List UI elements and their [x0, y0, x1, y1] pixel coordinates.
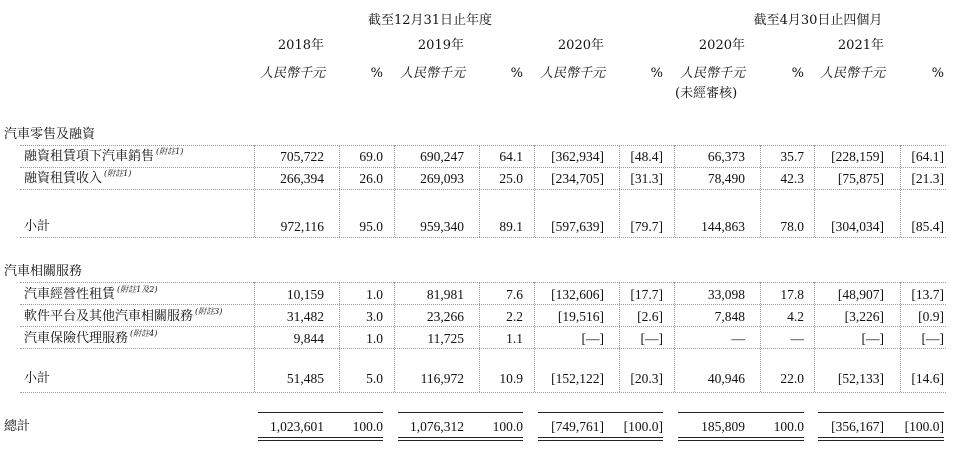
grid-vline — [534, 282, 535, 392]
header-amount-unit-4: 人民幣千元 — [820, 66, 886, 81]
grid-vline — [900, 145, 901, 237]
table-cell: [356,167] — [831, 419, 884, 434]
total-double-underline — [678, 437, 804, 438]
table-cell: [3,226] — [844, 309, 884, 324]
grid-hline — [20, 189, 946, 190]
table-cell: 81,981 — [426, 287, 464, 302]
row-label — [24, 309, 222, 325]
table-cell: 33,098 — [707, 287, 745, 302]
table-cell: [85.4] — [911, 219, 944, 234]
table-cell: [13.7] — [911, 287, 944, 302]
table-cell: 5.0 — [366, 371, 383, 386]
header-period-group: 截至4月30日止四個月 — [753, 13, 883, 28]
table-cell: 40,946 — [707, 371, 745, 386]
table-cell: 7,848 — [714, 309, 745, 324]
header-pct-unit-3: % — [791, 66, 804, 81]
header-year-3: 2020年 — [698, 38, 745, 53]
table-cell: [64.1] — [911, 149, 944, 164]
table-cell: 95.0 — [359, 219, 383, 234]
table-cell: 23,266 — [426, 309, 464, 324]
grid-vline — [339, 145, 340, 237]
grid-vline — [619, 282, 620, 392]
row-label — [24, 219, 50, 234]
table-cell: 100.0 — [773, 419, 804, 434]
grid-vline — [674, 282, 675, 392]
table-cell: [—] — [921, 331, 944, 346]
total-underline — [538, 412, 663, 413]
table-cell: [75,875] — [837, 171, 884, 186]
header-year-1: 2019年 — [417, 38, 464, 53]
footnote-marker: (附註1) — [104, 169, 132, 178]
header-unaudited: (未經審核) — [675, 86, 738, 101]
row-label — [24, 149, 183, 165]
table-cell: [14.6] — [911, 371, 944, 386]
table-cell: [48,907] — [837, 287, 884, 302]
table-cell: [597,639] — [551, 219, 604, 234]
grid-hline — [20, 304, 946, 305]
grid-hline — [20, 326, 946, 327]
table-cell: 78.0 — [780, 219, 804, 234]
table-cell: [20.3] — [630, 371, 663, 386]
table-cell: 269,093 — [420, 171, 464, 186]
table-cell: 35.7 — [780, 149, 804, 164]
table-cell: 266,394 — [280, 171, 324, 186]
table-cell: 66,373 — [707, 149, 745, 164]
grid-vline — [254, 282, 255, 392]
table-cell: [—] — [581, 331, 604, 346]
grid-vline — [479, 145, 480, 237]
header-year-4: 2021年 — [837, 38, 884, 53]
table-cell: [48.4] — [630, 149, 663, 164]
header-pct-unit-2: % — [650, 66, 663, 81]
table-cell: 100.0 — [352, 419, 383, 434]
grid-hline — [20, 145, 946, 146]
table-cell: 26.0 — [359, 171, 383, 186]
table-cell: [79.7] — [630, 219, 663, 234]
table-cell: 2.2 — [506, 309, 523, 324]
table-cell: [17.7] — [630, 287, 663, 302]
table-cell: 1.0 — [366, 287, 383, 302]
table-cell: 1.0 — [366, 331, 383, 346]
row-label — [24, 171, 131, 187]
grid-vline — [760, 145, 761, 237]
total-double-underline — [818, 440, 944, 441]
table-cell: [2.6] — [637, 309, 663, 324]
table-cell: [749,761] — [551, 419, 604, 434]
table-cell: — — [790, 331, 804, 346]
grid-vline — [814, 145, 815, 237]
table-cell: 89.1 — [499, 219, 523, 234]
row-label — [24, 287, 157, 303]
footnote-marker: (附註3) — [195, 307, 223, 316]
grid-vline — [339, 282, 340, 392]
table-cell: 144,863 — [701, 219, 745, 234]
table-cell: 25.0 — [499, 171, 523, 186]
table-cell: [100.0] — [623, 419, 663, 434]
table-cell: [21.3] — [911, 171, 944, 186]
grid-vline — [900, 282, 901, 392]
grid-hline — [20, 282, 946, 283]
header-amount-unit-3: 人民幣千元 — [680, 66, 746, 81]
header-pct-unit-0: % — [370, 66, 383, 81]
table-cell: 1,023,601 — [270, 419, 324, 434]
table-cell: 69.0 — [359, 149, 383, 164]
table-cell: — — [731, 331, 745, 346]
grid-vline — [254, 145, 255, 237]
header-amount-unit-1: 人民幣千元 — [400, 66, 466, 81]
grid-vline — [534, 145, 535, 237]
grid-hline — [20, 348, 946, 349]
table-cell: 100.0 — [492, 419, 523, 434]
grid-hline — [20, 237, 946, 238]
table-cell: 11,725 — [427, 331, 464, 346]
header-year-0: 2018年 — [277, 38, 324, 53]
section-auto-services: 汽車相關服務 — [4, 264, 83, 279]
table-cell: 42.3 — [780, 171, 804, 186]
footnote-marker: (附註4) — [130, 329, 158, 338]
table-cell: 690,247 — [420, 149, 464, 164]
total-double-underline — [398, 437, 523, 438]
table-cell: 22.0 — [780, 371, 804, 386]
row-label-text: 小計 — [24, 371, 51, 386]
row-label-text: 汽車保險代理服務 — [24, 331, 129, 346]
grid-vline — [619, 145, 620, 237]
table-cell: [52,133] — [837, 371, 884, 386]
row-label-text: 融資租賃收入 — [24, 171, 103, 186]
header-pct-unit-4: % — [931, 66, 944, 81]
grid-vline — [394, 282, 395, 392]
footnote-marker: (附註1) — [156, 147, 184, 156]
total-double-underline — [818, 437, 944, 438]
table-cell: [—] — [640, 331, 663, 346]
table-cell: [234,705] — [551, 171, 604, 186]
table-cell: 10,159 — [286, 287, 324, 302]
header-pct-unit-1: % — [510, 66, 523, 81]
total-underline — [258, 412, 383, 413]
row-label-text: 汽車經營性租賃 — [24, 287, 116, 302]
table-cell: 959,340 — [420, 219, 464, 234]
row-label-text: 小計 — [24, 219, 51, 234]
grid-vline — [394, 145, 395, 237]
grid-vline — [760, 282, 761, 392]
table-cell: [31.3] — [630, 171, 663, 186]
table-cell: 3.0 — [366, 309, 383, 324]
grid-vline — [479, 282, 480, 392]
total-underline — [678, 412, 804, 413]
row-label — [24, 371, 50, 386]
table-cell: [19,516] — [557, 309, 604, 324]
grid-vline — [814, 282, 815, 392]
header-amount-unit-2: 人民幣千元 — [540, 66, 606, 81]
table-cell: 78,490 — [707, 171, 745, 186]
total-double-underline — [258, 440, 383, 441]
table-cell: 9,844 — [293, 331, 324, 346]
table-cell: [228,159] — [831, 149, 884, 164]
table-cell: [152,122] — [551, 371, 604, 386]
table-cell: [362,934] — [551, 149, 604, 164]
table-cell: 17.8 — [780, 287, 804, 302]
table-cell: 972,116 — [280, 219, 324, 234]
table-cell: 31,482 — [286, 309, 324, 324]
table-cell: 64.1 — [499, 149, 523, 164]
total-underline — [818, 412, 944, 413]
table-cell: [304,034] — [831, 219, 884, 234]
table-cell: 1,076,312 — [410, 419, 464, 434]
table-cell: 185,809 — [701, 419, 745, 434]
header-year-group: 截至12月31日止年度 — [367, 13, 493, 28]
table-cell: 7.6 — [506, 287, 523, 302]
header-amount-unit-0: 人民幣千元 — [260, 66, 326, 81]
footnote-marker: (附註1及2) — [117, 285, 158, 294]
table-cell: 51,485 — [286, 371, 324, 386]
row-label — [24, 331, 157, 347]
table-cell: 1.1 — [506, 331, 523, 346]
table-cell: [—] — [861, 331, 884, 346]
total-double-underline — [538, 440, 663, 441]
row-label-text: 軟件平台及其他汽車相關服務 — [24, 309, 194, 324]
total-double-underline — [398, 440, 523, 441]
section-retail-finance: 汽車零售及融資 — [4, 127, 96, 142]
table-cell: 116,972 — [420, 371, 464, 386]
header-year-2: 2020年 — [557, 38, 604, 53]
row-label-text: 融資租賃項下汽車銷售 — [24, 149, 155, 164]
grid-vline — [674, 145, 675, 237]
table-cell: 10.9 — [499, 371, 523, 386]
grid-hline — [20, 392, 946, 393]
grid-hline — [20, 167, 946, 168]
table-cell: 4.2 — [787, 309, 804, 324]
table-cell: 705,722 — [280, 149, 324, 164]
section-grand-total: 總計 — [4, 419, 31, 434]
table-cell: [0.9] — [918, 309, 944, 324]
total-double-underline — [678, 440, 804, 441]
total-double-underline — [258, 437, 383, 438]
table-cell: [132,606] — [551, 287, 604, 302]
total-underline — [398, 412, 523, 413]
total-double-underline — [538, 437, 663, 438]
table-cell: [100.0] — [904, 419, 944, 434]
